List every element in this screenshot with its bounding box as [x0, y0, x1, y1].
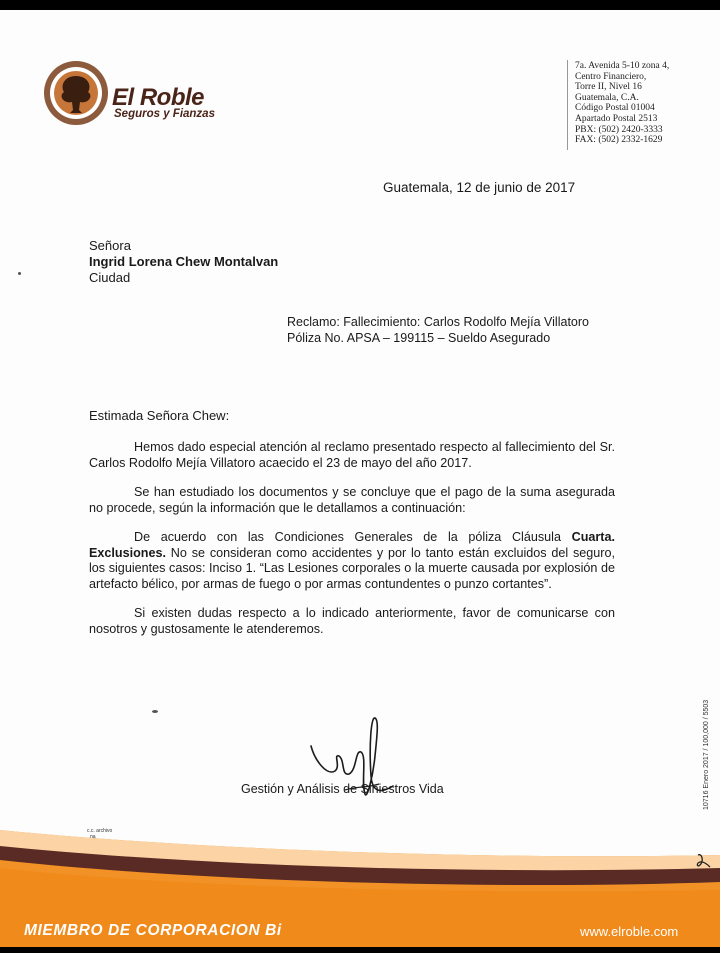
- address-line: Centro Financiero,: [575, 71, 647, 82]
- address-line: PBX: (502) 2420-3333: [575, 124, 663, 135]
- ink-speck: [18, 272, 21, 275]
- exclusion-clause: Cuarta. Exclusiones.: [89, 530, 615, 560]
- letter-page: [0, 10, 720, 947]
- recipient-city: Ciudad: [89, 270, 131, 285]
- address-line: Guatemala, C.A.: [575, 92, 639, 103]
- paragraph-exclusions: [89, 530, 615, 592]
- letter-body: [89, 440, 615, 651]
- recipient-block: [89, 238, 278, 286]
- ink-speck: [152, 710, 158, 713]
- logo-tagline: Seguros y Fianzas: [114, 108, 215, 120]
- paragraph-text: No se consideran como accidentes y por lo tanto están excluidos del seguro, los siguientes casos: Inciso 1. “Las Lesiones corporales o la muerte causada por explosión de artefacto bélico, por armas de fuego o por armas contundentes o punzo cortantes”.: [89, 545, 615, 591]
- cc-line: na: [90, 834, 96, 840]
- policy-reference: Póliza No. APSA – 199115 – Sueldo Asegurado: [287, 331, 551, 345]
- paragraph-text: De acuerdo con las Condiciones Generales de la póliza Cláusula: [134, 530, 572, 544]
- greeting: Estimada Señora Chew:: [89, 408, 230, 423]
- company-address: [567, 60, 720, 150]
- letter-date: Guatemala, 12 de junio de 2017: [383, 180, 576, 195]
- address-line: Torre II, Nivel 16: [575, 82, 642, 93]
- cc-line: c.c. archivo: [87, 828, 113, 834]
- el-roble-logo: [42, 58, 242, 138]
- reference-block: [287, 314, 589, 346]
- paragraph: Hemos dado especial atención al reclamo presentado respecto al fallecimiento del Sr. Carlos Rodolfo Mejía Villatoro acaecido el 23 de mayo del año 2017.: [89, 440, 615, 470]
- footer-tagline: MIEMBRO DE CORPORACION Bi: [24, 922, 282, 939]
- address-line: Código Postal 01004: [575, 103, 655, 114]
- logo-brand: El Roble: [112, 84, 205, 111]
- address-line: Apartado Postal 2513: [575, 113, 658, 124]
- signature-title: Gestión y Análisis de Siniestros Vida: [241, 782, 444, 796]
- claim-reference: Reclamo: Fallecimiento: Carlos Rodolfo Mejía Villatoro: [287, 315, 589, 329]
- recipient-title: Señora: [89, 238, 131, 253]
- paragraph: Si existen dudas respecto a lo indicado anteriormente, favor de comunicarse con nosotros y gustosamente le atenderemos.: [89, 606, 615, 636]
- recipient-name: Ingrid Lorena Chew Montalvan: [89, 254, 279, 269]
- form-code: 10716 Enero 2017 / 100,000 / 5503: [703, 699, 710, 810]
- address-line: FAX: (502) 2332-1629: [575, 135, 663, 146]
- address-line: 7a. Avenida 5-10 zona 4,: [575, 61, 670, 71]
- handwritten-mark-icon: [694, 853, 712, 871]
- paragraph: Se han estudiado los documentos y se concluye que el pago de la suma asegurada no procede, según la información que le detallamos a continuación:: [89, 485, 615, 515]
- footer-website: www.elroble.com: [580, 924, 679, 939]
